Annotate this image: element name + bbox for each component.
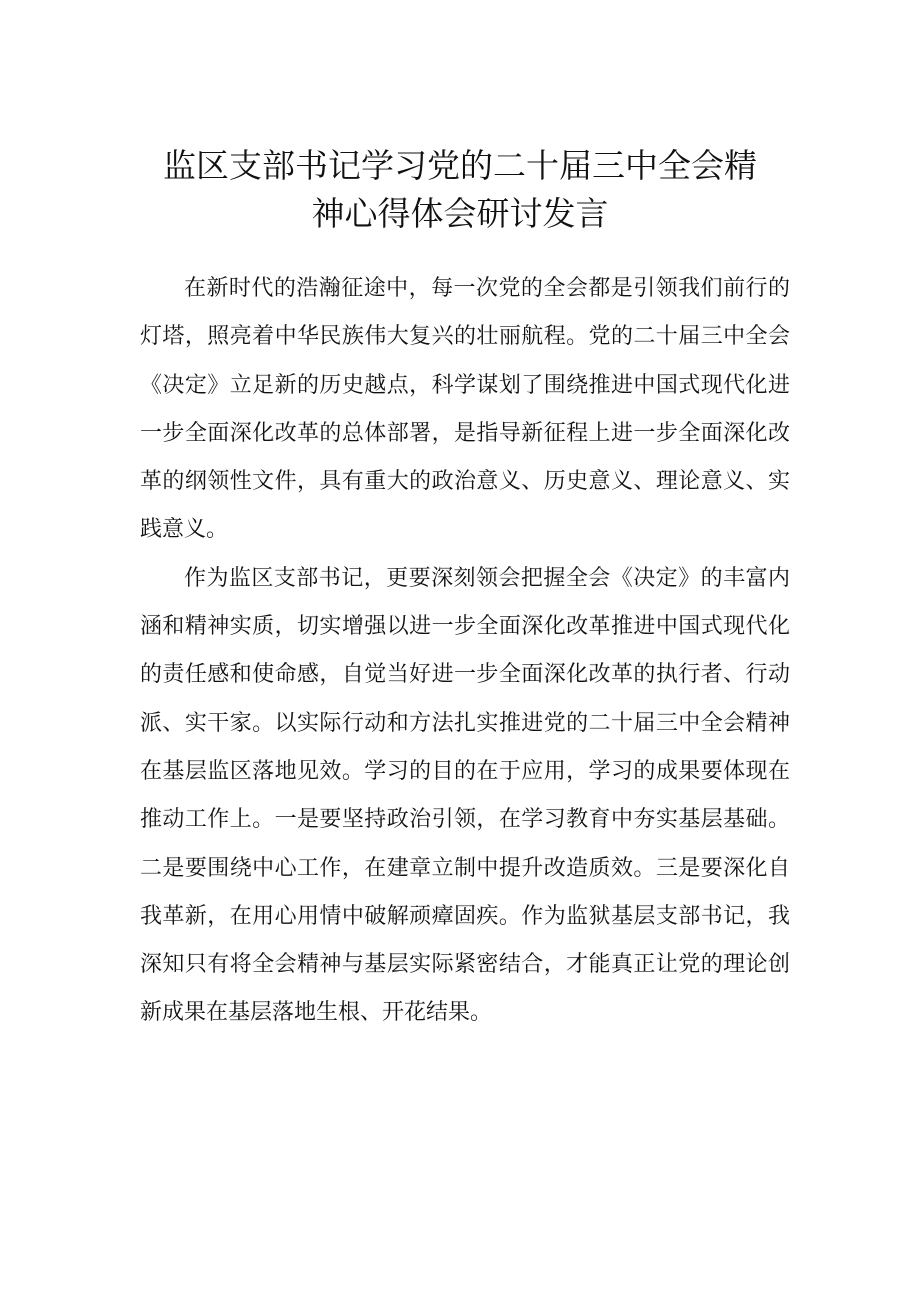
document-body bbox=[140, 265, 790, 1038]
paragraph-2: 作为监区支部书记，更要深刻领会把握全会《决定》的丰富内涵和精神实质，切实增强以进一步全面深化改革推进中国式现代化的责任感和使命感，自觉当好进一步全面深化改革的执行者、行动派、实干家。以实际行动和方法扎实推进党的二十届三中全会精神在基层监区落地见效。学习的目的在于应用，学习的成果要体现在推动工作上。一是要坚持政治引领，在学习教育中夯实基层基础。二是要围绕中心工作，在建章立制中提升改造质效。三是要深化自我革新，在用心用情中破解顽瘴固疾。作为监狱基层支部书记，我深知只有将全会精神与基层实际紧密结合，才能真正让党的理论创新成果在基层落地生根、开花结果。 bbox=[140, 565, 790, 1026]
title-line-1: 监区支部书记学习党的二十届三中全会精 bbox=[163, 146, 757, 185]
document-title bbox=[140, 142, 780, 238]
paragraph-1: 在新时代的浩瀚征途中，每一次党的全会都是引领我们前行的灯塔，照亮着中华民族伟大复兴的壮丽航程。党的二十届三中全会《决定》立足新的历史越点，科学谋划了围绕推进中国式现代化进一步全面深化改革的总体部署，是指导新征程上进一步全面深化改革的纲领性文件，具有重大的政治意义、历史意义、理论意义、实践意义。 bbox=[140, 276, 790, 543]
title-line-2: 神心得体会研讨发言 bbox=[311, 194, 609, 233]
